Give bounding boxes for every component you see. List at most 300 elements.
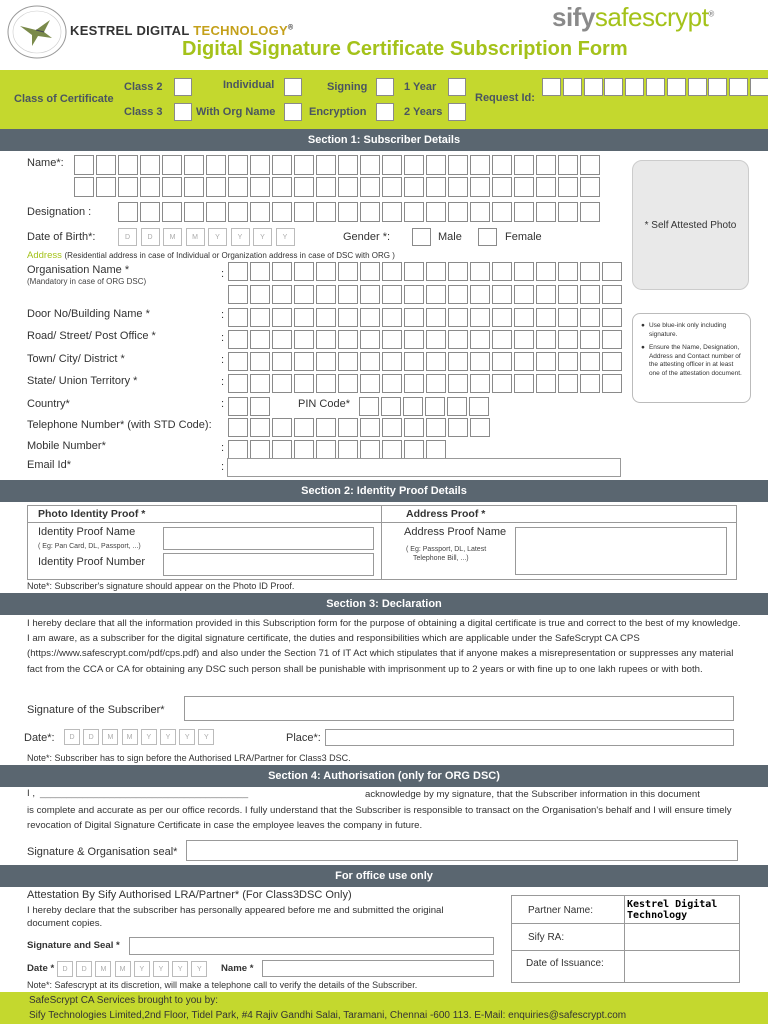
designation-char-box[interactable] — [316, 202, 336, 222]
designation-char-box[interactable] — [118, 202, 138, 222]
mobile-char-box[interactable] — [382, 440, 402, 459]
address-char-box[interactable] — [228, 262, 248, 281]
office-declaration: I hereby declare that the subscriber has personally appeared before me and submitted the original document copies. — [27, 905, 444, 929]
designation-char-box[interactable] — [536, 202, 556, 222]
address-char-box[interactable] — [602, 374, 622, 393]
telephone-char-box[interactable] — [250, 418, 270, 437]
address-char-box[interactable] — [272, 308, 292, 327]
address-proof-eg2: Telephone Bill, ...) — [413, 555, 469, 562]
request-id-box[interactable] — [646, 78, 665, 96]
address-char-box[interactable] — [316, 308, 336, 327]
name-char-box[interactable] — [96, 177, 116, 197]
office-name-input[interactable] — [262, 960, 494, 977]
telephone-char-box[interactable] — [448, 418, 468, 437]
designation-char-box[interactable] — [272, 202, 292, 222]
address-char-box[interactable] — [272, 330, 292, 349]
address-char-box[interactable] — [492, 374, 512, 393]
year2-label: 2 Years — [404, 106, 443, 118]
request-id-box[interactable] — [729, 78, 748, 96]
name-char-box[interactable] — [184, 177, 204, 197]
address-char-box[interactable] — [294, 308, 314, 327]
address-char-box[interactable] — [426, 374, 446, 393]
name-char-box[interactable] — [448, 155, 468, 175]
place-label: Place*: — [286, 732, 321, 744]
request-id-box[interactable] — [563, 78, 582, 96]
address-char-box[interactable] — [294, 352, 314, 371]
address-char-box[interactable] — [272, 374, 292, 393]
name-char-box[interactable] — [250, 177, 270, 197]
name-char-box[interactable] — [74, 155, 94, 175]
encryption-checkbox[interactable] — [376, 103, 394, 121]
name-char-box[interactable] — [250, 155, 270, 175]
name-char-box[interactable] — [338, 155, 358, 175]
address-char-box[interactable] — [448, 352, 468, 371]
address-char-box[interactable] — [470, 330, 490, 349]
instructions-note: ● Use blue-ink only including signature. ● Ensure the Name, Designation, Address and Contact number of the attesting officer in at least one of the attestation document. — [632, 313, 751, 403]
designation-char-box[interactable] — [228, 202, 248, 222]
name-char-box[interactable] — [140, 155, 160, 175]
address-char-box[interactable] — [426, 330, 446, 349]
address-char-box[interactable] — [382, 374, 402, 393]
telephone-char-box[interactable] — [338, 418, 358, 437]
name-char-box[interactable] — [382, 177, 402, 197]
address-char-box[interactable] — [492, 330, 512, 349]
name-char-box[interactable] — [536, 177, 556, 197]
address-char-box[interactable] — [602, 262, 622, 281]
auth-i: I , — [27, 788, 35, 799]
office-date-char-box[interactable]: Y — [153, 961, 169, 977]
address-char-box[interactable] — [250, 330, 270, 349]
address-char-box[interactable] — [514, 285, 534, 304]
country-char-box[interactable] — [228, 397, 248, 416]
name-char-box[interactable] — [470, 177, 490, 197]
id-proof-name-input[interactable] — [163, 527, 374, 550]
pin-char-box[interactable] — [425, 397, 445, 416]
address-char-box[interactable] — [426, 285, 446, 304]
address-char-box[interactable] — [602, 352, 622, 371]
address-char-box[interactable] — [338, 352, 358, 371]
address-char-box[interactable] — [338, 285, 358, 304]
mobile-char-box[interactable] — [404, 440, 424, 459]
name-char-box[interactable] — [140, 177, 160, 197]
address-char-box[interactable] — [338, 262, 358, 281]
address-char-box[interactable] — [426, 262, 446, 281]
id-proof-number-input[interactable] — [163, 553, 374, 576]
address-char-box[interactable] — [250, 285, 270, 304]
section3-header: Section 3: Declaration — [0, 593, 768, 615]
address-char-box[interactable] — [580, 374, 600, 393]
declaration-date-char-box[interactable]: M — [102, 729, 118, 745]
address-char-box[interactable] — [272, 285, 292, 304]
country-char-box[interactable] — [250, 397, 270, 416]
pin-char-box[interactable] — [469, 397, 489, 416]
name-char-box[interactable] — [206, 155, 226, 175]
address-char-box[interactable] — [382, 352, 402, 371]
name-char-box[interactable] — [492, 155, 512, 175]
address-char-box[interactable] — [316, 352, 336, 371]
address-char-box[interactable] — [404, 262, 424, 281]
address-char-box[interactable] — [558, 330, 578, 349]
address-char-box[interactable] — [492, 285, 512, 304]
field-colon: : — [221, 268, 225, 280]
name-char-box[interactable] — [294, 155, 314, 175]
dob-char-box[interactable]: M — [186, 228, 205, 246]
address-char-box[interactable] — [558, 352, 578, 371]
address-char-box[interactable] — [360, 330, 380, 349]
dob-label: Date of Birth*: — [27, 231, 96, 243]
address-char-box[interactable] — [338, 374, 358, 393]
address-char-box[interactable] — [228, 308, 248, 327]
address-proof-input[interactable] — [515, 527, 727, 575]
address-char-box[interactable] — [404, 308, 424, 327]
auth-text1: acknowledge by my signature, that the Subscriber information in this document — [365, 789, 700, 800]
address-char-box[interactable] — [514, 352, 534, 371]
name-char-box[interactable] — [162, 177, 182, 197]
dob-char-box[interactable]: M — [163, 228, 182, 246]
name-char-box[interactable] — [514, 155, 534, 175]
mobile-label: Mobile Number* — [27, 440, 106, 452]
name-char-box[interactable] — [228, 155, 248, 175]
address-char-box[interactable] — [228, 352, 248, 371]
designation-char-box[interactable] — [382, 202, 402, 222]
address-char-box[interactable] — [470, 352, 490, 371]
address-char-box[interactable] — [448, 285, 468, 304]
address-char-box[interactable] — [580, 308, 600, 327]
name-char-box[interactable] — [448, 177, 468, 197]
address-char-box[interactable] — [536, 374, 556, 393]
address-char-box[interactable] — [580, 285, 600, 304]
designation-char-box[interactable] — [404, 202, 424, 222]
sify-safescrypt-logo: sifysafescrypt® — [552, 2, 714, 32]
address-char-box[interactable] — [448, 330, 468, 349]
name-char-box[interactable] — [492, 177, 512, 197]
address-char-box[interactable] — [250, 308, 270, 327]
telephone-char-box[interactable] — [404, 418, 424, 437]
id-proof-eg: ( Eg: Pan Card, DL, Passport, ...) — [38, 543, 141, 550]
address-char-box[interactable] — [470, 262, 490, 281]
request-id-box[interactable] — [542, 78, 561, 96]
request-id-box[interactable] — [688, 78, 707, 96]
address-char-box[interactable] — [382, 308, 402, 327]
telephone-char-box[interactable] — [316, 418, 336, 437]
name-char-box[interactable] — [470, 155, 490, 175]
request-id-box[interactable] — [708, 78, 727, 96]
org-seal-input[interactable] — [186, 840, 738, 861]
name-char-box[interactable] — [338, 177, 358, 197]
declaration-date-char-box[interactable]: D — [83, 729, 99, 745]
class2-checkbox[interactable] — [174, 78, 192, 96]
address-char-box[interactable] — [558, 308, 578, 327]
address-char-box[interactable] — [558, 285, 578, 304]
name-label: Name*: — [27, 157, 64, 169]
designation-char-box[interactable] — [492, 202, 512, 222]
name-char-box[interactable] — [514, 177, 534, 197]
mobile-char-box[interactable] — [228, 440, 248, 459]
name-char-box[interactable] — [118, 177, 138, 197]
address-char-box[interactable] — [514, 374, 534, 393]
dob-char-box[interactable]: Y — [231, 228, 250, 246]
mobile-char-box[interactable] — [426, 440, 446, 459]
designation-char-box[interactable] — [294, 202, 314, 222]
address-char-box[interactable] — [558, 374, 578, 393]
designation-char-box[interactable] — [360, 202, 380, 222]
office-date-char-box[interactable]: D — [76, 961, 92, 977]
year2-checkbox[interactable] — [448, 103, 466, 121]
name-char-box[interactable] — [382, 155, 402, 175]
address-char-box[interactable] — [294, 285, 314, 304]
address-char-box[interactable] — [448, 262, 468, 281]
telephone-char-box[interactable] — [294, 418, 314, 437]
address-char-box[interactable] — [426, 352, 446, 371]
name-char-box[interactable] — [272, 155, 292, 175]
declaration-date-char-box[interactable]: D — [64, 729, 80, 745]
individual-checkbox[interactable] — [284, 78, 302, 96]
address-char-box[interactable] — [536, 352, 556, 371]
year1-label: 1 Year — [404, 81, 437, 93]
mobile-char-box[interactable] — [360, 440, 380, 459]
name-char-box[interactable] — [558, 177, 578, 197]
name-char-box[interactable] — [316, 155, 336, 175]
address-char-box[interactable] — [316, 374, 336, 393]
request-id-box[interactable] — [625, 78, 644, 96]
address-char-box[interactable] — [338, 308, 358, 327]
declaration-date-char-box[interactable]: M — [122, 729, 138, 745]
state-label: State/ Union Territory * — [27, 375, 138, 387]
address-char-box[interactable] — [602, 330, 622, 349]
pin-char-box[interactable] — [359, 397, 379, 416]
address-char-box[interactable] — [492, 308, 512, 327]
address-char-box[interactable] — [404, 330, 424, 349]
female-checkbox[interactable] — [478, 228, 497, 246]
office-date-char-box[interactable]: Y — [191, 961, 207, 977]
address-char-box[interactable] — [536, 308, 556, 327]
address-char-box[interactable] — [382, 262, 402, 281]
address-char-box[interactable] — [448, 374, 468, 393]
subscriber-signature-input[interactable] — [184, 696, 734, 721]
address-char-box[interactable] — [294, 262, 314, 281]
name-char-box[interactable] — [162, 155, 182, 175]
office-date-char-box[interactable]: M — [95, 961, 111, 977]
address-char-box[interactable] — [360, 308, 380, 327]
address-char-box[interactable] — [360, 374, 380, 393]
pin-char-box[interactable] — [403, 397, 423, 416]
name-char-box[interactable] — [228, 177, 248, 197]
address-char-box[interactable] — [250, 352, 270, 371]
designation-char-box[interactable] — [140, 202, 160, 222]
telephone-char-box[interactable] — [360, 418, 380, 437]
office-date-char-box[interactable]: D — [57, 961, 73, 977]
address-char-box[interactable] — [426, 308, 446, 327]
designation-char-box[interactable] — [206, 202, 226, 222]
name-char-box[interactable] — [118, 155, 138, 175]
address-char-box[interactable] — [228, 285, 248, 304]
address-char-box[interactable] — [470, 285, 490, 304]
address-char-box[interactable] — [448, 308, 468, 327]
name-char-box[interactable] — [96, 155, 116, 175]
name-char-box[interactable] — [272, 177, 292, 197]
address-char-box[interactable] — [514, 308, 534, 327]
dob-char-box[interactable]: Y — [253, 228, 272, 246]
designation-char-box[interactable] — [162, 202, 182, 222]
mobile-char-box[interactable] — [272, 440, 292, 459]
designation-char-box[interactable] — [338, 202, 358, 222]
request-id-box[interactable] — [750, 78, 768, 96]
name-char-box[interactable] — [294, 177, 314, 197]
address-char-box[interactable] — [250, 374, 270, 393]
name-char-box[interactable] — [536, 155, 556, 175]
office-signature-input[interactable] — [129, 937, 494, 955]
name-char-box[interactable] — [316, 177, 336, 197]
subscriber-signature-label: Signature of the Subscriber* — [27, 704, 165, 716]
name-char-box[interactable] — [360, 177, 380, 197]
designation-char-box[interactable] — [184, 202, 204, 222]
declaration-date-char-box[interactable]: Y — [179, 729, 195, 745]
org-seal-label: Signature & Organisation seal* — [27, 846, 178, 858]
signing-label: Signing — [327, 81, 368, 93]
office-date-char-box[interactable]: Y — [172, 961, 188, 977]
place-input[interactable] — [325, 729, 734, 746]
email-label: Email Id* — [27, 459, 72, 471]
name-char-box[interactable] — [558, 155, 578, 175]
address-char-box[interactable] — [602, 308, 622, 327]
address-char-box[interactable] — [514, 262, 534, 281]
class3-checkbox[interactable] — [174, 103, 192, 121]
address-char-box[interactable] — [536, 285, 556, 304]
telephone-char-box[interactable] — [426, 418, 446, 437]
office-note: Note*: Safescrypt at its discretion, will make a telephone call to verify the details of the Subscriber. — [27, 980, 418, 990]
address-char-box[interactable] — [316, 262, 336, 281]
address-char-box[interactable] — [360, 285, 380, 304]
designation-char-box[interactable] — [448, 202, 468, 222]
note1: Use blue-ink only including signature. — [648, 322, 727, 338]
office-date-char-box[interactable]: Y — [134, 961, 150, 977]
email-input[interactable] — [227, 458, 621, 477]
year1-checkbox[interactable] — [448, 78, 466, 96]
request-id-box[interactable] — [667, 78, 686, 96]
telephone-char-box[interactable] — [382, 418, 402, 437]
request-id-label: Request Id: — [475, 92, 535, 104]
address-char-box[interactable] — [272, 352, 292, 371]
telephone-char-box[interactable] — [470, 418, 490, 437]
with-org-checkbox[interactable] — [284, 103, 302, 121]
male-label: Male — [438, 231, 462, 243]
auth-name-line[interactable]: _______________________________________ — [40, 788, 249, 799]
address-char-box[interactable] — [470, 308, 490, 327]
address-char-box[interactable] — [228, 330, 248, 349]
designation-char-box[interactable] — [580, 202, 600, 222]
address-char-box[interactable] — [492, 352, 512, 371]
male-checkbox[interactable] — [412, 228, 431, 246]
request-id-box[interactable] — [604, 78, 623, 96]
office-name-label: Name * — [221, 963, 254, 974]
address-char-box[interactable] — [294, 330, 314, 349]
designation-char-box[interactable] — [426, 202, 446, 222]
address-char-box[interactable] — [338, 330, 358, 349]
address-char-box[interactable] — [316, 330, 336, 349]
mobile-char-box[interactable] — [338, 440, 358, 459]
declaration-date-char-box[interactable]: Y — [198, 729, 214, 745]
dob-char-box[interactable]: Y — [276, 228, 295, 246]
address-char-box[interactable] — [492, 262, 512, 281]
name-char-box[interactable] — [360, 155, 380, 175]
photo-box[interactable] — [632, 160, 749, 290]
signing-checkbox[interactable] — [376, 78, 394, 96]
address-char-box[interactable] — [316, 285, 336, 304]
address-char-box[interactable] — [360, 262, 380, 281]
address-char-box[interactable] — [382, 285, 402, 304]
address-char-box[interactable] — [404, 374, 424, 393]
pin-char-box[interactable] — [381, 397, 401, 416]
request-id-box[interactable] — [584, 78, 603, 96]
address-char-box[interactable] — [602, 285, 622, 304]
address-char-box[interactable] — [536, 262, 556, 281]
telephone-char-box[interactable] — [228, 418, 248, 437]
address-char-box[interactable] — [470, 374, 490, 393]
address-char-box[interactable] — [580, 352, 600, 371]
address-char-box[interactable] — [360, 352, 380, 371]
dob-char-box[interactable]: D — [141, 228, 160, 246]
designation-char-box[interactable] — [558, 202, 578, 222]
declaration-date-char-box[interactable]: Y — [141, 729, 157, 745]
town-label: Town/ City/ District * — [27, 353, 125, 365]
address-char-box[interactable] — [272, 262, 292, 281]
field-colon: : — [221, 398, 225, 410]
address-char-box[interactable] — [580, 262, 600, 281]
pin-char-box[interactable] — [447, 397, 467, 416]
section2-header: Section 2: Identity Proof Details — [0, 480, 768, 502]
section1-header: Section 1: Subscriber Details — [0, 129, 768, 151]
name-char-box[interactable] — [580, 155, 600, 175]
address-char-box[interactable] — [404, 352, 424, 371]
address-char-box[interactable] — [404, 285, 424, 304]
telephone-char-box[interactable] — [272, 418, 292, 437]
name-char-box[interactable] — [580, 177, 600, 197]
address-char-box[interactable] — [294, 374, 314, 393]
field-colon: : — [221, 461, 225, 473]
address-proof-eg1: ( Eg: Passport, DL, Latest — [406, 546, 487, 553]
address-char-box[interactable] — [514, 330, 534, 349]
name-char-box[interactable] — [74, 177, 94, 197]
name-char-box[interactable] — [206, 177, 226, 197]
address-char-box[interactable] — [536, 330, 556, 349]
address-char-box[interactable] — [228, 374, 248, 393]
office-date-char-box[interactable]: M — [115, 961, 131, 977]
form-title: Digital Signature Certificate Subscription Form — [182, 38, 628, 60]
field-colon: : — [221, 376, 225, 388]
mobile-char-box[interactable] — [294, 440, 314, 459]
address-char-box[interactable] — [580, 330, 600, 349]
address-char-box[interactable] — [250, 262, 270, 281]
name-char-box[interactable] — [426, 155, 446, 175]
dob-char-box[interactable]: Y — [208, 228, 227, 246]
designation-char-box[interactable] — [514, 202, 534, 222]
dob-char-box[interactable]: D — [118, 228, 137, 246]
mobile-char-box[interactable] — [316, 440, 336, 459]
designation-char-box[interactable] — [250, 202, 270, 222]
id-proof-number-label: Identity Proof Number — [38, 556, 145, 568]
address-char-box[interactable] — [382, 330, 402, 349]
address-char-box[interactable] — [558, 262, 578, 281]
footer — [0, 992, 768, 1024]
name-char-box[interactable] — [184, 155, 204, 175]
name-char-box[interactable] — [404, 155, 424, 175]
declaration-date-char-box[interactable]: Y — [160, 729, 176, 745]
name-char-box[interactable] — [426, 177, 446, 197]
name-char-box[interactable] — [404, 177, 424, 197]
designation-char-box[interactable] — [470, 202, 490, 222]
office-signature-label: Signature and Seal * — [27, 940, 120, 951]
mobile-char-box[interactable] — [250, 440, 270, 459]
